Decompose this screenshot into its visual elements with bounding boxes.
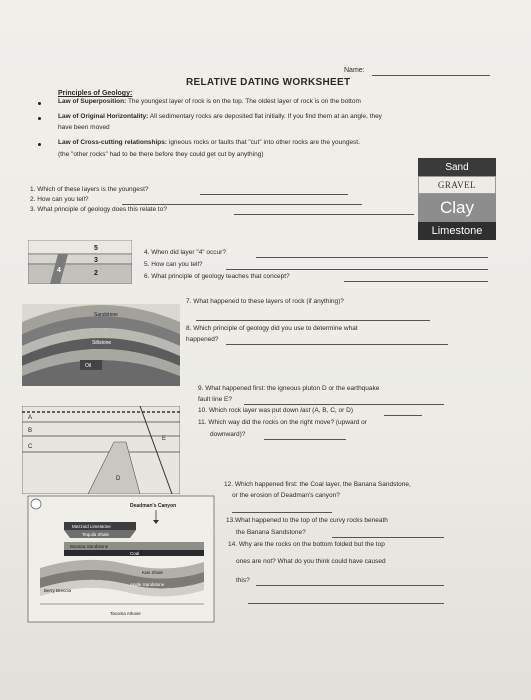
question-14: 14. Why are the rocks on the bottom folded but the top — [228, 541, 385, 548]
fault-label-e: E — [162, 436, 167, 442]
question-11-cont: downward)? — [210, 431, 246, 438]
folded-layers-diagram — [22, 304, 180, 386]
folded-label-siltstone: Siltstone — [92, 340, 112, 346]
answer-line-1[interactable] — [200, 194, 348, 195]
strata-sand: Sand — [418, 158, 496, 176]
canyon-layer-coal: Coal — [130, 551, 140, 556]
block-label-5: 5 — [94, 245, 98, 252]
question-4: 4. When did layer "4" occur? — [144, 249, 226, 256]
strata-limestone: Limestone — [418, 222, 496, 240]
binder-hole-icon — [31, 499, 41, 509]
question-8-cont: happened? — [186, 336, 219, 343]
answer-line-14b[interactable] — [248, 603, 444, 604]
principle-superposition: Law of Superposition: The youngest layer of rock is on the top. The oldest layer of rock is on the bottom — [58, 98, 361, 105]
folded-label-oil: Oil — [85, 363, 92, 369]
fault-label-d: D — [116, 476, 121, 482]
question-12: 12. Which happened first: the Coal layer, the Banana Sandstone, — [224, 481, 411, 488]
principle-crosscutting: Law of Cross-cutting relationships: igneous rocks or faults that "cut" into other rocks are the youngest. — [58, 139, 360, 146]
name-field-line[interactable] — [372, 75, 490, 76]
question-10: 10. Which rock layer was put down last (A, B, C, or D) — [198, 407, 353, 414]
answer-line-4[interactable] — [256, 257, 488, 258]
canyon-layer-kiwi-shale: Kiwi Shale — [142, 570, 164, 575]
folded-label-sandstone: Sandstone — [94, 312, 118, 318]
answer-line-2[interactable] — [122, 204, 362, 205]
answer-line-5[interactable] — [226, 269, 488, 270]
answer-line-11[interactable] — [264, 439, 346, 440]
name-label: Name: — [344, 67, 365, 74]
question-8: 8. Which principle of geology did you use to determine what — [186, 325, 358, 332]
answer-line-8[interactable] — [226, 344, 448, 345]
canyon-layer-apple-sandstone: Apple Sandstone — [130, 582, 165, 587]
deadmans-canyon-diagram — [26, 494, 216, 624]
question-2: 2. How can you tell? — [30, 196, 89, 203]
fault-label-b: B — [28, 428, 33, 434]
fault-label-c: C — [28, 444, 33, 450]
answer-line-13[interactable] — [332, 537, 444, 538]
block-label-2: 2 — [94, 270, 98, 277]
answer-line-10[interactable] — [384, 415, 422, 416]
question-14-cont: ones are not? What do you think could have caused — [236, 558, 386, 565]
answer-line-7[interactable] — [196, 320, 430, 321]
fault-pluton-diagram — [22, 406, 180, 494]
canyon-layer-berry-breccia: Berry Breccia — [44, 588, 72, 593]
block-label-4: 4 — [57, 267, 61, 274]
strata-clay: Clay — [418, 194, 496, 222]
question-13: 13.What happened to the top of the curvy rocks beneath — [226, 517, 388, 524]
block-label-3: 3 — [94, 257, 98, 264]
question-14-cont2: this? — [236, 577, 250, 584]
principle-horizontality: Law of Original Horizontality: All sedimentary rocks are deposited flat initially. If you find them at an angle, they — [58, 113, 382, 120]
canyon-layer-banana-sandstone: Banana Sandstone — [70, 544, 109, 549]
bullet-icon — [38, 143, 41, 146]
question-5: 5. How can you tell? — [144, 261, 203, 268]
answer-line-9[interactable] — [244, 404, 444, 405]
canyon-title: Deadman's Canyon — [130, 503, 177, 509]
principle-crosscutting-cont: (the "other rocks" had to be there before they could get cut by anything) — [58, 151, 264, 158]
question-6: 6. What principle of geology teaches that concept? — [144, 273, 290, 280]
answer-line-3[interactable] — [234, 214, 414, 215]
question-13-cont: the Banana Sandstone? — [236, 529, 306, 536]
principle-horizontality-cont: have been moved — [58, 124, 110, 131]
question-9-cont: fault line E? — [198, 396, 232, 403]
fault-label-a: A — [28, 415, 33, 421]
answer-line-14a[interactable] — [256, 585, 444, 586]
question-7: 7. What happened to these layers of rock (if anything)? — [186, 298, 344, 305]
answer-line-6[interactable] — [344, 281, 488, 282]
strata-gravel: GRAVEL — [418, 176, 496, 194]
question-3: 3. What principle of geology does this relate to? — [30, 206, 167, 213]
question-9: 9. What happened first: the igneous pluton D or the earthquake — [198, 385, 380, 392]
canyon-layer-tequila-shale: Tequila Shale — [82, 532, 110, 537]
canyon-layer-mezzoid-limestone: Mezzoid Limestone — [72, 524, 111, 529]
layer-block-diagram — [28, 240, 132, 284]
principles-heading: Principles of Geology: — [58, 90, 133, 97]
bullet-icon — [38, 117, 41, 120]
answer-line-12[interactable] — [232, 512, 332, 513]
question-12-cont: or the erosion of Deadman's canyon? — [232, 492, 340, 499]
bullet-icon — [38, 102, 41, 105]
worksheet-title: RELATIVE DATING WORKSHEET — [186, 77, 351, 88]
canyon-layer-tacoma-arkose: Tacoma Arkose — [110, 611, 141, 616]
question-1: 1. Which of these layers is the youngest? — [30, 186, 149, 193]
question-11: 11. Which way did the rocks on the right move? (upward or — [198, 419, 367, 426]
